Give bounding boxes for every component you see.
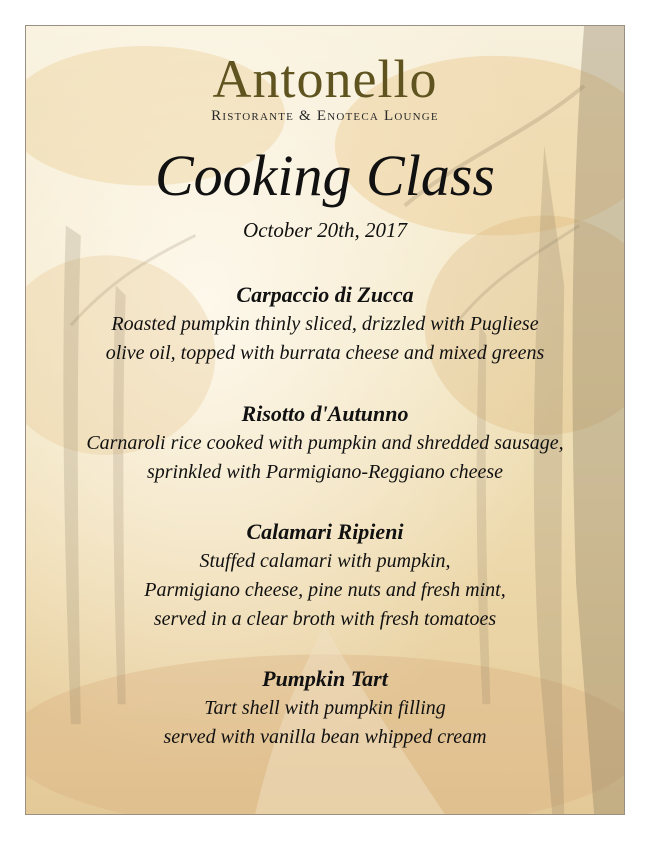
event-title: Cooking Class — [155, 143, 495, 208]
course-description-line: Parmigiano cheese, pine nuts and fresh mint, — [144, 579, 506, 601]
course-description-line: served with vanilla bean whipped cream — [163, 726, 487, 748]
course-name: Pumpkin Tart — [262, 666, 388, 691]
course-name: Risotto d'Autunno — [241, 401, 409, 426]
course-description-line: Carnaroli rice cooked with pumpkin and shredded sausage, — [86, 432, 564, 454]
course-description-line: Tart shell with pumpkin filling — [204, 697, 446, 719]
course-description-line: Roasted pumpkin thinly sliced, drizzled with Pugliese — [111, 313, 539, 335]
course-risotto — [26, 399, 624, 487]
menu-page — [25, 25, 625, 815]
course-name: Carpaccio di Zucca — [236, 282, 414, 307]
restaurant-tagline: Ristorante & Enoteca Lounge — [211, 108, 439, 124]
course-description-line: olive oil, topped with burrata cheese and mixed greens — [105, 342, 545, 364]
event-date: October 20th, 2017 — [243, 218, 407, 242]
menu-content — [26, 26, 624, 814]
course-description-line: Stuffed calamari with pumpkin, — [199, 550, 451, 572]
course-name: Calamari Ripieni — [246, 519, 404, 544]
course-description-line: sprinkled with Parmigiano-Reggiano cheese — [146, 461, 504, 483]
course-carpaccio — [26, 280, 624, 368]
restaurant-logo: Antonello — [212, 49, 438, 109]
course-description-line: served in a clear broth with fresh tomatoes — [153, 608, 497, 630]
course-calamari — [26, 517, 624, 634]
course-pumpkin-tart — [26, 664, 624, 752]
